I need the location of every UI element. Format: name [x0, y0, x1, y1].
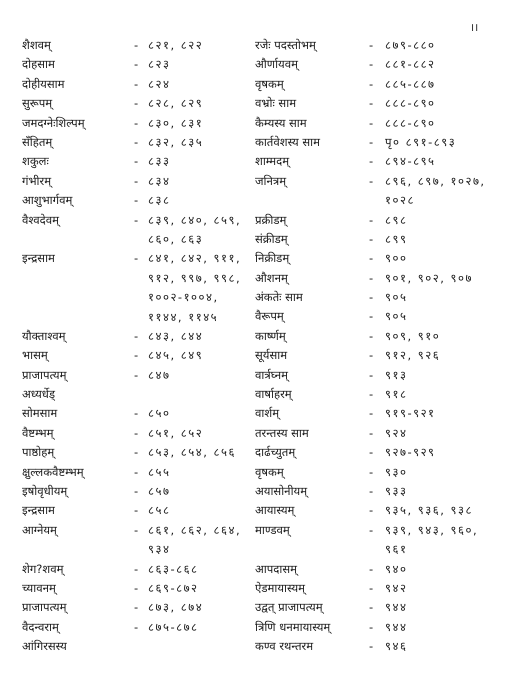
- entry-dash: -: [134, 367, 139, 382]
- index-entry: [255, 598, 500, 617]
- index-entry: [255, 346, 500, 365]
- entry-name: तरन्तस्य साम: [255, 425, 309, 440]
- index-entry: [22, 424, 254, 443]
- entry-name: दोहीयसाम: [22, 76, 65, 91]
- entry-name: प्रक्रीडम्: [255, 212, 287, 227]
- entry-dash: -: [369, 561, 374, 576]
- entry-dash: -: [134, 503, 139, 518]
- entry-name: क्षुल्लकवैष्टम्भम्: [22, 464, 84, 479]
- index-entry: [255, 443, 500, 462]
- entry-name: शैशवम्: [22, 38, 51, 52]
- index-entry: [22, 191, 254, 210]
- entry-name: आशुभार्गवम्: [22, 193, 73, 208]
- index-entry: [22, 172, 254, 191]
- entry-name: पाष्ठोहम्: [22, 445, 55, 460]
- entry-pages: ९१३: [385, 367, 408, 382]
- entry-name: वार्त्रघ्नम्: [255, 367, 289, 382]
- index-entry: [22, 114, 254, 133]
- entry-name: जनित्रम्: [255, 173, 287, 188]
- index-entry: [22, 404, 254, 423]
- entry-pages: ८३०, ८३१: [148, 115, 204, 130]
- entry-name: संक्रीडम्: [255, 231, 288, 246]
- entry-name: प्राजापत्यम्: [22, 600, 67, 615]
- entry-pages: ९००: [385, 251, 408, 266]
- entry-dash: -: [369, 387, 374, 402]
- entry-name: वैदन्वराम्: [22, 619, 59, 634]
- entry-dash: -: [369, 367, 374, 382]
- entry-name: त्रिणि धनमायास्यम्: [255, 619, 331, 634]
- entry-name: और्णायवम्: [255, 57, 298, 72]
- entry-pages: ८८८-८९०: [385, 115, 436, 130]
- index-entry: [22, 75, 254, 94]
- entry-pages: ९३९, ९४३, ९६०, ९६१: [385, 522, 479, 557]
- entry-pages: ९३३: [385, 484, 408, 498]
- entry-dash: -: [369, 445, 374, 460]
- entry-pages: ८४७: [148, 367, 171, 382]
- entry-name: शाम्मदम्: [255, 154, 290, 169]
- index-entry: [22, 94, 254, 113]
- index-entry: [22, 618, 254, 637]
- entry-dash: -: [369, 76, 374, 91]
- entry-name: इषोवृधीयम्: [22, 484, 68, 499]
- index-entry: [255, 404, 500, 423]
- entry-name: दार्ढच्युतम्: [255, 445, 296, 460]
- entry-pages: ९३५, ९३६, ९३८: [385, 503, 473, 518]
- entry-pages: ८८१-८८२: [385, 57, 436, 72]
- entry-dash: -: [369, 348, 374, 363]
- entry-pages: ८९४-८९५: [385, 154, 436, 169]
- entry-pages: ९४४: [385, 619, 408, 634]
- entry-name: सूर्यसाम: [255, 348, 288, 363]
- entry-pages: ८५८: [148, 503, 171, 518]
- entry-dash: -: [134, 600, 139, 615]
- entry-name: भासम्: [22, 348, 48, 363]
- entry-pages: ८२३: [148, 57, 171, 72]
- entry-dash: -: [369, 270, 374, 285]
- entry-pages: ९२७-९२९: [385, 445, 436, 460]
- index-entry: [22, 249, 254, 327]
- entry-pages: ८९८: [385, 212, 408, 227]
- entry-dash: -: [134, 464, 139, 479]
- entry-pages: ८५७: [148, 484, 171, 499]
- index-entry: [255, 36, 500, 55]
- entry-name: कण्व रथन्तरम: [255, 639, 314, 654]
- entry-dash: -: [369, 619, 374, 634]
- entry-dash: -: [134, 251, 139, 266]
- index-entry: [255, 521, 500, 560]
- entry-dash: -: [134, 173, 139, 188]
- entry-pages: ८७३, ८७४: [148, 600, 204, 615]
- index-entry: [255, 152, 500, 171]
- entry-name: वृषकम्: [255, 76, 284, 91]
- entry-pages: ९०१, ९०२, ९०७: [385, 270, 473, 285]
- entry-pages: ८६९-८७२: [148, 581, 199, 595]
- index-entry: [22, 463, 254, 482]
- index-entry: [22, 443, 254, 462]
- index-entry: [22, 521, 254, 560]
- entry-name: वृषकम्: [255, 464, 284, 479]
- index-entry: [255, 501, 500, 520]
- entry-dash: -: [134, 445, 139, 460]
- entry-dash: -: [134, 57, 139, 72]
- index-entry: [255, 307, 500, 326]
- entry-dash: -: [369, 38, 374, 52]
- index-entry: [255, 424, 500, 443]
- entry-name: सोमसाम: [22, 406, 58, 421]
- entry-pages: ८६३-८६८: [148, 561, 199, 576]
- left-column: [22, 36, 254, 657]
- index-entry: [22, 482, 254, 501]
- entry-pages: ९१२, ९२६: [385, 348, 441, 363]
- entry-pages: ९४०: [385, 561, 408, 576]
- entry-pages: ८४५, ८४९: [148, 348, 204, 363]
- entry-dash: -: [134, 76, 139, 91]
- index-entry: [255, 366, 500, 385]
- index-entry: [255, 560, 500, 579]
- index-entry: [255, 327, 500, 346]
- entry-dash: -: [134, 561, 139, 576]
- entry-dash: -: [369, 484, 374, 498]
- entry-dash: -: [369, 154, 374, 169]
- index-entry: [255, 94, 500, 113]
- entry-name: वैष्टम्भम्: [22, 425, 54, 440]
- index-entry: [255, 269, 500, 288]
- entry-pages: ९०९, ९१०: [385, 328, 441, 343]
- entry-pages: ९०५: [385, 309, 408, 324]
- index-entry: [22, 346, 254, 365]
- index-entry: [22, 133, 254, 152]
- index-entry: [22, 637, 254, 656]
- entry-pages: ८४३, ८४४: [148, 328, 204, 343]
- entry-pages: ८२४: [148, 76, 171, 91]
- index-entry: [22, 55, 254, 74]
- entry-pages: ८३९, ८४०, ८५९, ८६०, ८६३: [148, 212, 242, 246]
- entry-dash: -: [369, 600, 374, 615]
- entry-dash: -: [369, 57, 374, 72]
- entry-name: इन्द्रसाम: [22, 503, 55, 518]
- index-entry: [255, 114, 500, 133]
- entry-name: च्यावनम्: [22, 581, 56, 595]
- index-entry: [22, 36, 254, 55]
- entry-name: गंभीरम्: [22, 173, 52, 188]
- entry-dash: -: [134, 328, 139, 343]
- entry-dash: -: [369, 406, 374, 421]
- entry-pages: ८३४: [148, 173, 171, 188]
- index-entry: [255, 618, 500, 637]
- entry-dash: -: [369, 231, 374, 246]
- entry-pages: ९०५: [385, 290, 408, 305]
- entry-name: आपदासम्: [255, 561, 298, 576]
- entry-dash: -: [369, 309, 374, 324]
- entry-dash: -: [369, 328, 374, 343]
- entry-pages: ८५०: [148, 406, 171, 421]
- entry-dash: -: [134, 38, 139, 52]
- entry-name: आंगिरसस्य: [22, 639, 67, 654]
- index-entry: [22, 579, 254, 598]
- entry-pages: ९२४: [385, 425, 408, 440]
- entry-name: प्राजापत्यम्: [22, 367, 67, 382]
- entry-name: कार्ष्णम्: [255, 328, 286, 343]
- index-entry: [255, 211, 500, 230]
- entry-pages: ८२८, ८२९: [148, 96, 204, 111]
- entry-dash: -: [369, 639, 374, 654]
- entry-name: शेग?शवम्: [22, 561, 64, 576]
- entry-dash: -: [134, 348, 139, 363]
- entry-name: अयासोनीयम्: [255, 484, 308, 498]
- entry-pages: ८९९: [385, 231, 408, 246]
- entry-name: वैश्वदेवम्: [22, 212, 60, 227]
- entry-dash: -: [134, 193, 139, 208]
- entry-pages: ८९६, ८९७, १०२७, १०२८: [385, 173, 486, 208]
- index-entry: [22, 501, 254, 520]
- index-entry: [255, 249, 500, 268]
- entry-name: कैम्यस्य साम: [255, 115, 307, 130]
- index-entry: [255, 230, 500, 249]
- entry-name: शकुलः: [22, 154, 49, 169]
- entry-name: रजेः पदस्तोभम्: [255, 38, 316, 52]
- index-entry: [255, 172, 500, 211]
- entry-dash: -: [134, 115, 139, 130]
- entry-pages: ८२१, ८२२: [148, 38, 204, 52]
- entry-dash: -: [369, 115, 374, 130]
- entry-pages: ८७९-८८०: [385, 38, 436, 52]
- entry-name: वभ्रोः साम: [255, 96, 297, 111]
- entry-name: सुरूपम्: [22, 96, 53, 111]
- entry-name: अध्यर्धेड्: [22, 387, 56, 402]
- index-entry: [255, 75, 500, 94]
- entry-dash: -: [369, 96, 374, 111]
- entry-name: वार्षाहरम्: [255, 387, 292, 402]
- entry-dash: -: [369, 425, 374, 440]
- index-entry: [255, 55, 500, 74]
- index-entry: [255, 463, 500, 482]
- entry-dash: -: [134, 581, 139, 595]
- entry-dash: -: [134, 484, 139, 499]
- index-entry: [255, 482, 500, 501]
- entry-pages: ९४४: [385, 600, 408, 615]
- entry-name: इन्द्रसाम: [22, 251, 55, 266]
- entry-pages: ८५१, ८५२: [148, 425, 204, 440]
- index-entry: [22, 327, 254, 346]
- index-entry: [22, 560, 254, 579]
- index-entry: [22, 211, 254, 250]
- index-entry: [22, 366, 254, 385]
- entry-dash: -: [369, 290, 374, 305]
- entry-pages: ८३३: [148, 154, 171, 169]
- entry-pages: ९४२: [385, 580, 408, 595]
- entry-name: सँहितम्: [22, 134, 53, 149]
- entry-dash: -: [134, 154, 139, 169]
- entry-pages: ९४६: [385, 639, 408, 654]
- index-entry: [255, 288, 500, 307]
- entry-dash: -: [134, 522, 139, 537]
- entry-name: जमदग्नेःशिल्पम्: [22, 115, 85, 130]
- entry-name: औशनम्: [255, 270, 288, 285]
- entry-dash: -: [369, 503, 374, 518]
- right-column: [255, 36, 500, 657]
- index-entry: [255, 385, 500, 404]
- entry-name: निक्रीडम्: [255, 251, 290, 266]
- entry-dash: -: [369, 212, 374, 227]
- entry-dash: -: [369, 173, 374, 188]
- entry-dash: -: [134, 425, 139, 440]
- entry-dash: -: [134, 406, 139, 421]
- entry-name: यौक्ताश्वम्: [22, 328, 66, 343]
- entry-pages: ८८८-८९०: [385, 96, 436, 111]
- entry-name: माण्डवम्: [255, 522, 290, 537]
- entry-pages: ८३८: [148, 193, 171, 208]
- entry-pages: ८३२, ८३५: [148, 134, 204, 149]
- index-entry: [255, 637, 500, 656]
- entry-dash: -: [134, 619, 139, 634]
- entry-dash: -: [369, 522, 374, 537]
- index-entry: [22, 152, 254, 171]
- index-entry: [22, 598, 254, 617]
- entry-dash: -: [134, 96, 139, 111]
- entry-name: अंकतेः साम: [255, 290, 303, 305]
- entry-dash: -: [369, 251, 374, 266]
- index-entry: [255, 579, 500, 598]
- entry-pages: ८८५-८८७: [385, 76, 436, 91]
- entry-dash: -: [134, 212, 139, 227]
- index-entry: [255, 133, 500, 152]
- page-mark: ।।: [470, 21, 479, 34]
- entry-pages: ८४१, ८४२, ९११, ९१२, ९९७, ९९८, १००२-१००४, ११४४, ११४५: [148, 251, 242, 324]
- entry-pages: ९३०: [385, 464, 408, 479]
- entry-dash: -: [369, 580, 374, 595]
- entry-name: वार्शम्: [255, 406, 280, 421]
- entry-pages: ८७५-८७८: [148, 619, 199, 634]
- index-entry: [22, 385, 254, 404]
- entry-dash: -: [369, 134, 374, 149]
- entry-name: आयास्यम्: [255, 503, 295, 518]
- entry-pages: ८५३, ८५४, ८५६: [148, 445, 236, 460]
- entry-name: ऐडमायास्यम्: [255, 580, 306, 595]
- entry-dash: -: [134, 134, 139, 149]
- entry-name: दोहसाम: [22, 57, 55, 72]
- entry-pages: ८५५: [148, 464, 171, 479]
- entry-pages: ९१८: [385, 387, 408, 402]
- entry-pages: ९१९-९२१: [385, 406, 436, 421]
- entry-name: कार्तवेशस्य साम: [255, 134, 321, 149]
- entry-name: वैरूपम्: [255, 309, 284, 324]
- entry-name: उद्वत् प्राजापत्यम्: [255, 600, 323, 615]
- entry-pages: पृ० ८९१-८९३: [385, 134, 457, 149]
- entry-pages: ८६१, ८६२, ८६४, ९३४: [148, 522, 242, 557]
- entry-dash: -: [369, 464, 374, 479]
- entry-name: आग्नेयम्: [22, 522, 57, 537]
